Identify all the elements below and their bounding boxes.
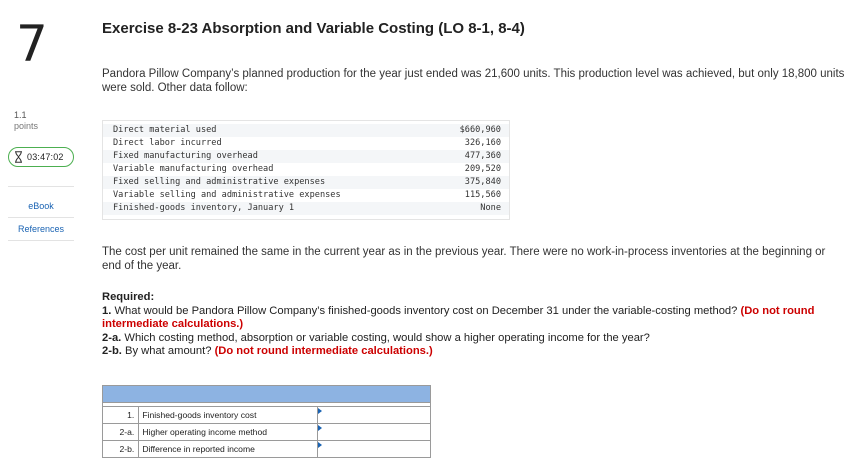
answer-row-label: Finished-goods inventory cost [139,407,318,424]
rounding-note: (Do not round intermediate calculations.) [214,345,433,358]
cost-data-row [103,189,509,202]
cost-data-table [102,120,510,220]
cost-data-row [103,137,509,150]
timer-text: 03:47:02 [27,152,64,162]
question-number: 7 [16,15,48,73]
answer-row-number: 2-a. [103,424,139,441]
income-difference-input[interactable] [318,441,430,457]
finished-goods-inventory-input[interactable] [318,407,430,423]
cost-data-row [103,150,509,163]
hourglass-icon [14,151,23,163]
answer-input-cell [317,424,430,441]
answer-input-cell [317,407,430,424]
required-item-2b [102,345,847,359]
answer-table [102,385,431,458]
answer-input-cell [317,441,430,458]
required-item-number: 1. [102,304,112,317]
cost-data-value: None [480,203,501,213]
cost-data-label: Direct labor incurred [113,138,222,148]
sidebar-divider [8,186,74,187]
cost-data-label: Variable manufacturing overhead [113,164,274,174]
cost-data-value: 477,360 [464,151,501,161]
answer-row [103,424,431,441]
exercise-title: Exercise 8-23 Absorption and Variable Costing (LO 8-1, 8-4) [102,20,525,37]
cost-data-row [103,124,509,137]
sidebar-divider [8,240,74,241]
cost-data-label: Variable selling and administrative expenses [113,190,341,200]
answer-row-number: 2-b. [103,441,139,458]
cost-data-value: 209,520 [464,164,501,174]
cost-data-value: 115,560 [464,190,501,200]
cost-data-row [103,176,509,189]
timer-button[interactable] [8,147,74,167]
rounding-note: (Do not round intermediate calculations.) [102,304,815,331]
cost-data-value: 375,840 [464,177,501,187]
answer-row-number: 1. [103,407,139,424]
answer-row [103,441,431,458]
cost-data-value: 326,160 [464,138,501,148]
cost-data-label: Fixed manufacturing overhead [113,151,258,161]
required-heading: Required: [102,291,155,303]
required-item-number: 2-a. [102,331,122,344]
higher-income-method-input[interactable] [318,424,430,440]
cost-data-row [103,202,509,215]
cost-data-label: Direct material used [113,125,217,135]
references-link[interactable]: References [17,224,65,234]
exercise-intro: Pandora Pillow Company’s planned production for the year just ended was 21,600 units. This production level was achieved, but only 18,800 units were sold. Other data follow: [102,68,845,94]
answer-table-header-cell [103,386,431,403]
answer-row-label: Higher operating income method [139,424,318,441]
required-item-text: By what amount? [125,345,212,358]
answer-row [103,407,431,424]
sidebar-divider [8,217,74,218]
required-item-number: 2-b. [102,345,122,358]
required-section [102,291,847,359]
answer-row-label: Difference in reported income [139,441,318,458]
cost-data-value: $660,960 [459,125,501,135]
required-item-text: What would be Pandora Pillow Company’s finished-goods inventory cost on December 31 under the variable-costing method? [114,304,738,317]
points-label: points [14,121,39,131]
required-item-1 [102,305,847,332]
cost-data-label: Fixed selling and administrative expenses [113,177,326,187]
input-marker-icon [318,442,322,448]
required-item-text: Which costing method, absorption or variable costing, would show a higher operating income for the year? [124,331,650,344]
input-marker-icon [318,425,322,431]
cost-data-row [103,163,509,176]
cost-paragraph: The cost per unit remained the same in the current year as in the previous year. There were no work-in-process inventories at the beginning or end of the year. [102,246,826,272]
required-item-2a [102,332,847,346]
answer-table-header [103,386,431,403]
points-value: 1.1 [14,110,27,120]
question-sidebar [0,0,84,467]
cost-data-label: Finished-goods inventory, January 1 [113,203,295,213]
input-marker-icon [318,408,322,414]
ebook-link[interactable]: eBook [28,201,54,211]
